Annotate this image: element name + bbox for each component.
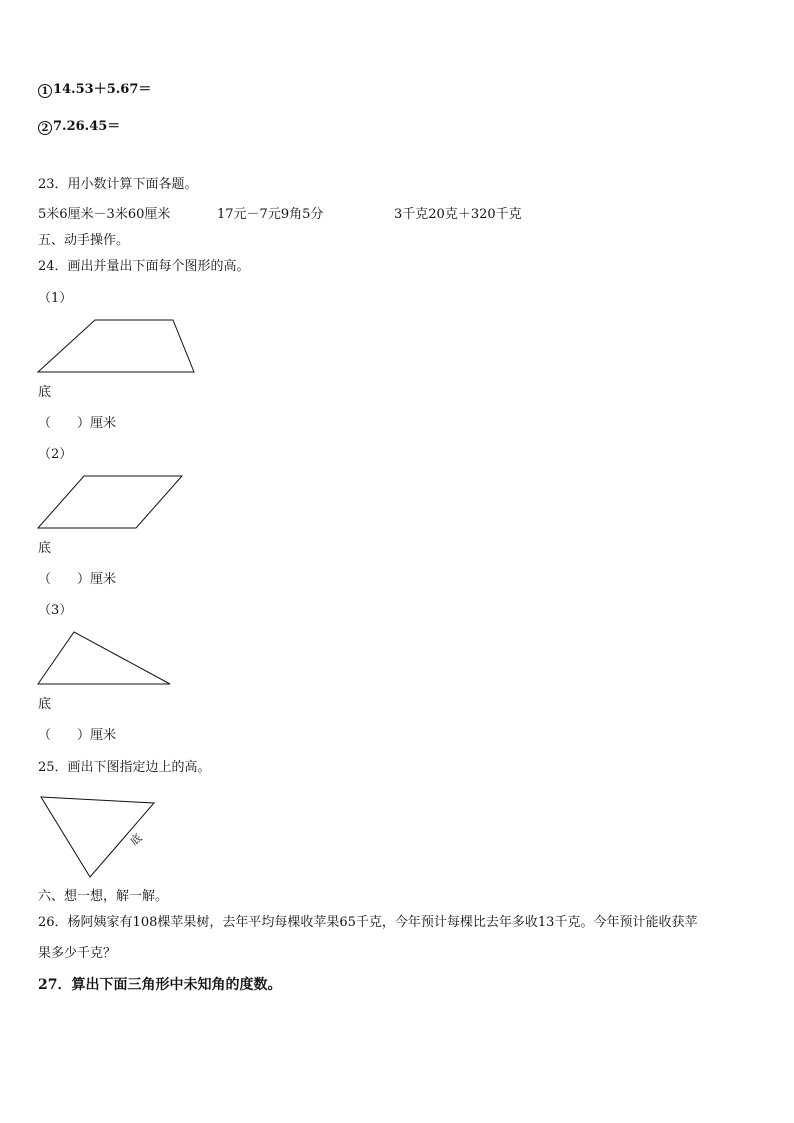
question-23-problem-1: 5米6厘米－3米60厘米 — [38, 207, 171, 222]
circled-number-1: 1 — [38, 84, 52, 98]
section-6-heading: 六、想一想，解一解。 — [38, 889, 169, 904]
figure-3-label: （3） — [38, 603, 73, 618]
question-23-title: 23．用小数计算下面各题。 — [38, 177, 198, 192]
calc-expression-1: 14.53＋5.67＝ — [53, 82, 152, 97]
figure-3-answer: （ ）厘米 — [38, 728, 117, 743]
figure-3-base-label: 底 — [38, 697, 52, 712]
circled-number-2: 2 — [38, 121, 52, 135]
figure-1-answer: （ ）厘米 — [38, 416, 117, 431]
question-23-problem-2: 17元－7元9角5分 — [217, 207, 324, 222]
question-26-line-2: 果多少千克？ — [38, 946, 117, 961]
figure-2-base-label: 底 — [38, 541, 52, 556]
figure-2-answer: （ ）厘米 — [38, 572, 117, 587]
figure-2-label: （2） — [38, 447, 73, 462]
figure-25-base-label: 底 — [127, 831, 145, 849]
figure-1-label: （1） — [38, 291, 73, 306]
question-23-problem-3: 3千克20克＋320千克 — [394, 207, 522, 222]
calc-expression-2: 7.26.45＝ — [53, 119, 121, 134]
section-5-heading: 五、动手操作。 — [38, 233, 130, 248]
figure-1-base-label: 底 — [38, 385, 52, 400]
question-26-line-1: 26．杨阿姨家有108棵苹果树，去年平均每棵收苹果65千克，今年预计每棵比去年多收13千克。今年预计能收获苹 — [38, 915, 698, 930]
question-24-title: 24．画出并量出下面每个图形的高。 — [38, 259, 250, 274]
question-25-title: 25．画出下图指定边上的高。 — [38, 760, 211, 775]
question-27-title: 27．算出下面三角形中未知角的度数。 — [38, 977, 282, 993]
